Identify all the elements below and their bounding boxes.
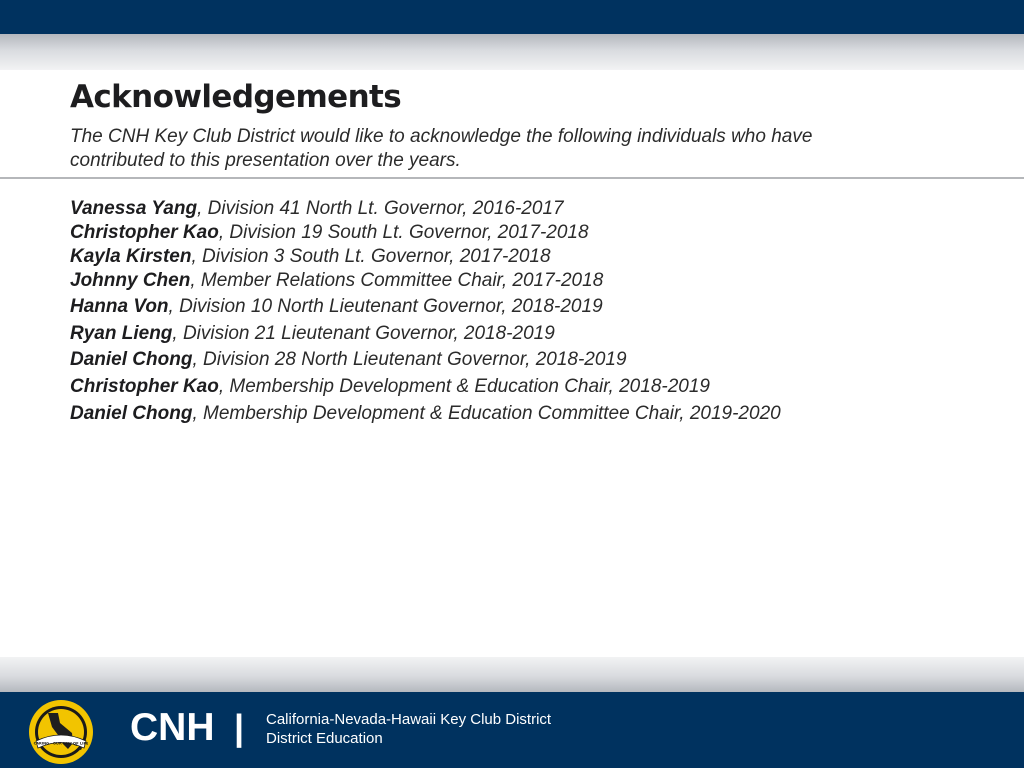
acknowledgement-item (70, 269, 603, 293)
person-role: , Division 28 North Lieutenant Governor, 2018-2019 (192, 349, 627, 370)
brand-separator: | (234, 707, 245, 748)
acknowledgement-item (70, 221, 589, 245)
person-name: Daniel Chong (70, 403, 193, 424)
key-club-logo (28, 699, 94, 765)
district-name: California-Nevada-Hawaii Key Club District (266, 711, 552, 728)
person-role: , Member Relations Committee Chair, 2017-2018 (190, 270, 604, 291)
bottom-gradient-band (0, 657, 1024, 692)
acknowledgement-item (70, 375, 710, 399)
acknowledgement-item (70, 295, 603, 319)
page-title: Acknowledgements (70, 79, 402, 115)
logo-banner-text: CARING · OUR WAY OF LIFE (33, 741, 89, 746)
person-role: , Division 21 Lieutenant Governor, 2018-2019 (172, 323, 555, 344)
subtitle-line-1: The CNH Key Club District would like to acknowledge the following individuals who have (70, 126, 813, 147)
person-name: Johnny Chen (70, 270, 191, 291)
person-name: Daniel Chong (70, 349, 193, 370)
top-bar (0, 0, 1024, 34)
brand-wordmark: CNH (130, 706, 215, 749)
acknowledgement-item (70, 197, 564, 221)
department-name: District Education (266, 730, 383, 747)
person-name: Christopher Kao (70, 222, 219, 243)
person-name: Christopher Kao (70, 376, 219, 397)
person-role: , Division 41 North Lt. Governor, 2016-2017 (197, 198, 564, 219)
person-name: Vanessa Yang (70, 198, 198, 219)
footer (0, 692, 1024, 768)
divider (0, 177, 1024, 179)
person-role: , Division 19 South Lt. Governor, 2017-2018 (218, 222, 589, 243)
subtitle-line-2: contributed to this presentation over the years. (70, 150, 461, 171)
page-subtitle (70, 125, 970, 173)
person-name: Hanna Von (70, 296, 169, 317)
person-name: Ryan Lieng (70, 323, 173, 344)
person-role: , Division 10 North Lieutenant Governor, 2018-2019 (168, 296, 603, 317)
person-role: , Division 3 South Lt. Governor, 2017-2018 (191, 246, 551, 267)
acknowledgement-item (70, 348, 627, 372)
acknowledgement-item (70, 402, 781, 426)
acknowledgement-item (70, 245, 551, 269)
acknowledgement-item (70, 322, 555, 346)
top-gradient-band (0, 34, 1024, 70)
person-role: , Membership Development & Education Chair, 2018-2019 (218, 376, 710, 397)
person-role: , Membership Development & Education Committee Chair, 2019-2020 (192, 403, 781, 424)
person-name: Kayla Kirsten (70, 246, 192, 267)
